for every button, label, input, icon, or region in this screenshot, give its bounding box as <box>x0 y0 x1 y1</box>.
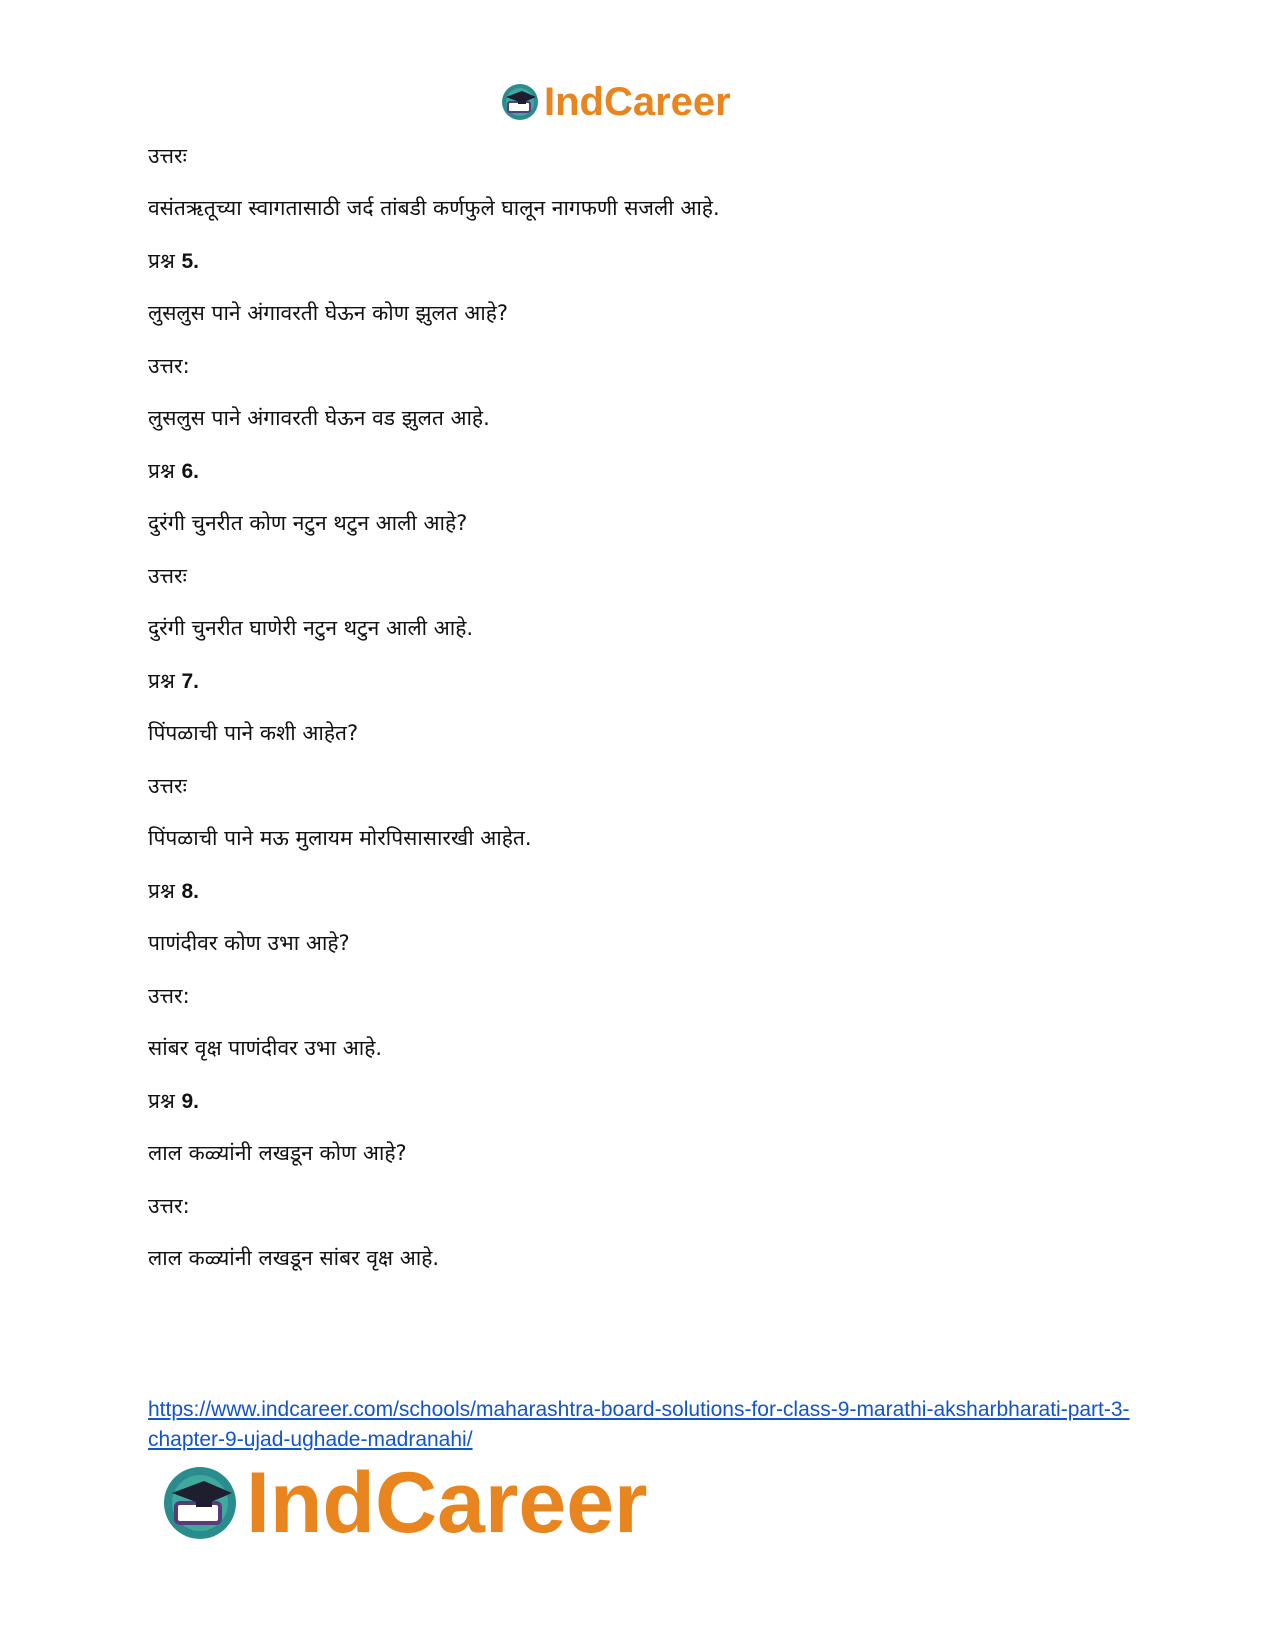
question-prefix: प्रश्न <box>148 1089 175 1113</box>
answer-label: उत्तर: <box>148 354 190 378</box>
question-number: 9. <box>181 1090 199 1113</box>
footer-logo <box>160 1455 648 1551</box>
question-number: 6. <box>181 460 199 483</box>
question-number: 5. <box>181 250 199 273</box>
answer-label: उत्तरः <box>148 144 187 168</box>
question-text: दुरंगी चुनरीत कोण नटुन थटुन आली आहे? <box>148 511 468 535</box>
question-number: 8. <box>181 880 199 903</box>
question-label-6 <box>148 461 199 482</box>
question-number: 7. <box>181 670 199 693</box>
question-prefix: प्रश्न <box>148 669 175 693</box>
answer-label: उत्तर: <box>148 1194 190 1218</box>
source-link[interactable]: https://www.indcareer.com/schools/maharashtra-board-solutions-for-class-9-marathi-aksharbharati-part-3-chapter-9-ujad-ughade-madranahi/ <box>148 1398 1130 1451</box>
question-text: पिंपळाची पाने कशी आहेत? <box>148 721 359 745</box>
question-text: पाणंदीवर कोण उभा आहे? <box>148 931 350 955</box>
header-logo-text: IndCareer <box>544 80 731 124</box>
answer-label: उत्तर: <box>148 984 190 1008</box>
question-label-7 <box>148 671 199 692</box>
answer-text: लाल कळ्यांनी लखडून सांबर वृक्ष आहे. <box>148 1246 440 1270</box>
answer-text: पिंपळाची पाने मऊ मुलायम मोरपिसासारखी आहेत. <box>148 826 532 850</box>
graduation-cap-book-icon <box>160 1463 240 1543</box>
graduation-cap-book-icon <box>500 82 540 122</box>
question-prefix: प्रश्न <box>148 879 175 903</box>
answer-label: उत्तरः <box>148 774 187 798</box>
answer-text: लुसलुस पाने अंगावरती घेऊन वड झुलत आहे. <box>148 406 490 430</box>
header-logo <box>500 80 731 124</box>
question-label-8 <box>148 881 199 902</box>
answer-text: दुरंगी चुनरीत घाणेरी नटुन थटुन आली आहे. <box>148 616 474 640</box>
question-prefix: प्रश्न <box>148 459 175 483</box>
question-text: लुसलुस पाने अंगावरती घेऊन कोण झुलत आहे? <box>148 301 509 325</box>
footer-logo-text: IndCareer <box>246 1455 648 1551</box>
question-label-9 <box>148 1091 199 1112</box>
question-text: लाल कळ्यांनी लखडून कोण आहे? <box>148 1141 407 1165</box>
question-label-5 <box>148 251 199 272</box>
question-prefix: प्रश्न <box>148 249 175 273</box>
answer-text: सांबर वृक्ष पाणंदीवर उभा आहे. <box>148 1036 383 1060</box>
answer-text: वसंतऋतूच्या स्वागतासाठी जर्द तांबडी कर्णफुले घालून नागफणी सजली आहे. <box>148 196 720 220</box>
answer-label: उत्तरः <box>148 564 187 588</box>
